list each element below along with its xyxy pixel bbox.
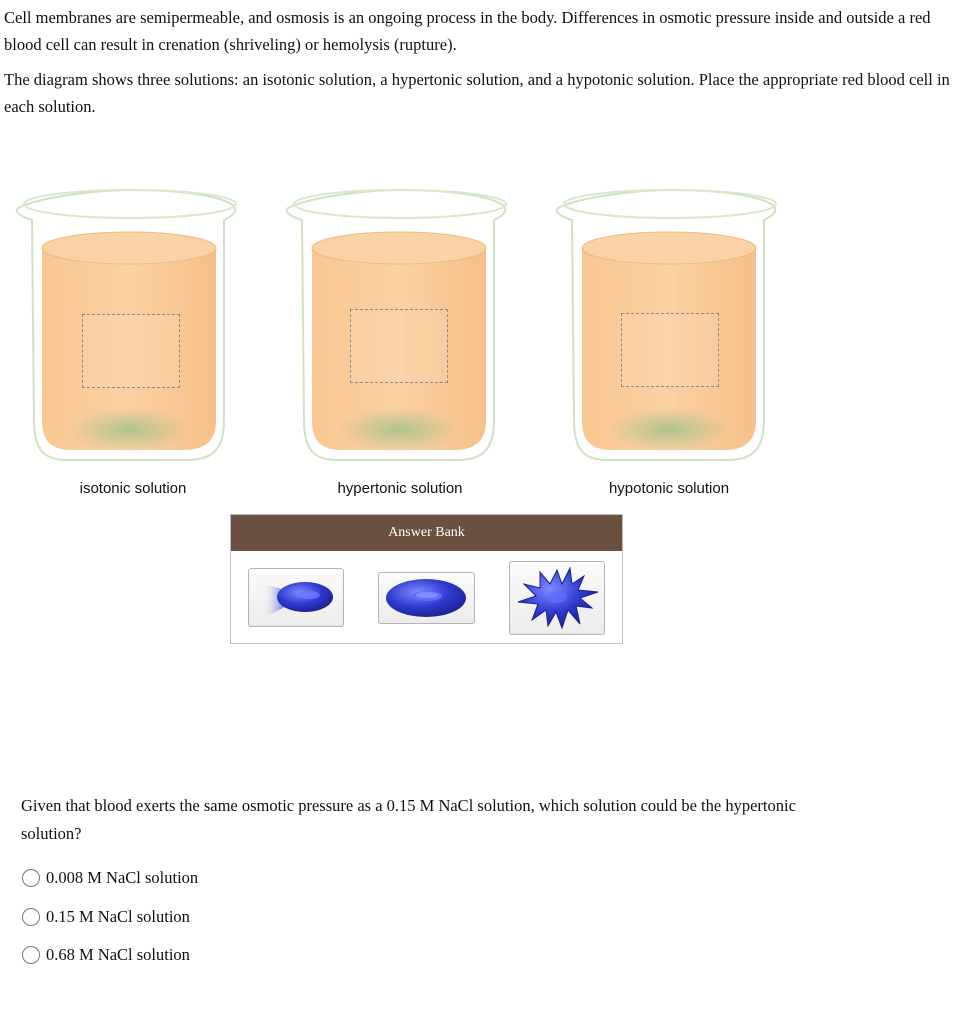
beaker-isotonic [12, 180, 242, 480]
radio-button[interactable] [22, 869, 40, 887]
option-0-008-m[interactable] [22, 859, 198, 898]
option-0-15-m[interactable] [22, 898, 198, 937]
answer-bank-title: Answer Bank [231, 515, 622, 551]
beaker-hypertonic [282, 180, 512, 480]
option-0-68-m[interactable] [22, 936, 198, 975]
drop-zone-hypotonic[interactable] [621, 313, 719, 387]
crenated-red-blood-cell-icon [510, 562, 604, 634]
answer-ruptured-cell[interactable] [248, 568, 344, 627]
answer-normal-cell[interactable] [378, 572, 475, 624]
option-label: 0.008 M NaCl solution [46, 868, 199, 888]
drop-zone-hypertonic[interactable] [350, 309, 448, 383]
intro-paragraph-1: Cell membranes are semipermeable, and osmosis is an ongoing process in the body. Differences in osmotic pressure inside and outside a red blood cell can result in crenation (shriveling) or hemolysis (rupture). [4, 8, 931, 54]
beaker-hypotonic [552, 180, 782, 480]
ruptured-red-blood-cell-icon [249, 569, 343, 626]
intro-paragraph-2: The diagram shows three solutions: an isotonic solution, a hypertonic solution, and a hypotonic solution. Place the appropriate red blood cell in each solution. [4, 70, 950, 116]
radio-button[interactable] [22, 908, 40, 926]
label-isotonic: isotonic solution [79, 480, 187, 497]
answer-bank [230, 514, 623, 644]
radio-button[interactable] [22, 946, 40, 964]
instructions [4, 4, 956, 128]
question-text: Given that blood exerts the same osmotic pressure as a 0.15 M NaCl solution, which solution could be the hypertonic solution? [21, 796, 796, 843]
drop-zone-isotonic[interactable] [82, 314, 180, 388]
option-label: 0.15 M NaCl solution [46, 906, 190, 926]
answer-crenated-cell[interactable] [509, 561, 605, 635]
option-label: 0.68 M NaCl solution [46, 945, 190, 965]
label-hypotonic: hypotonic solution [608, 480, 730, 497]
normal-red-blood-cell-icon [379, 573, 474, 623]
answer-options [22, 859, 198, 975]
label-hypertonic: hypertonic solution [337, 480, 463, 497]
